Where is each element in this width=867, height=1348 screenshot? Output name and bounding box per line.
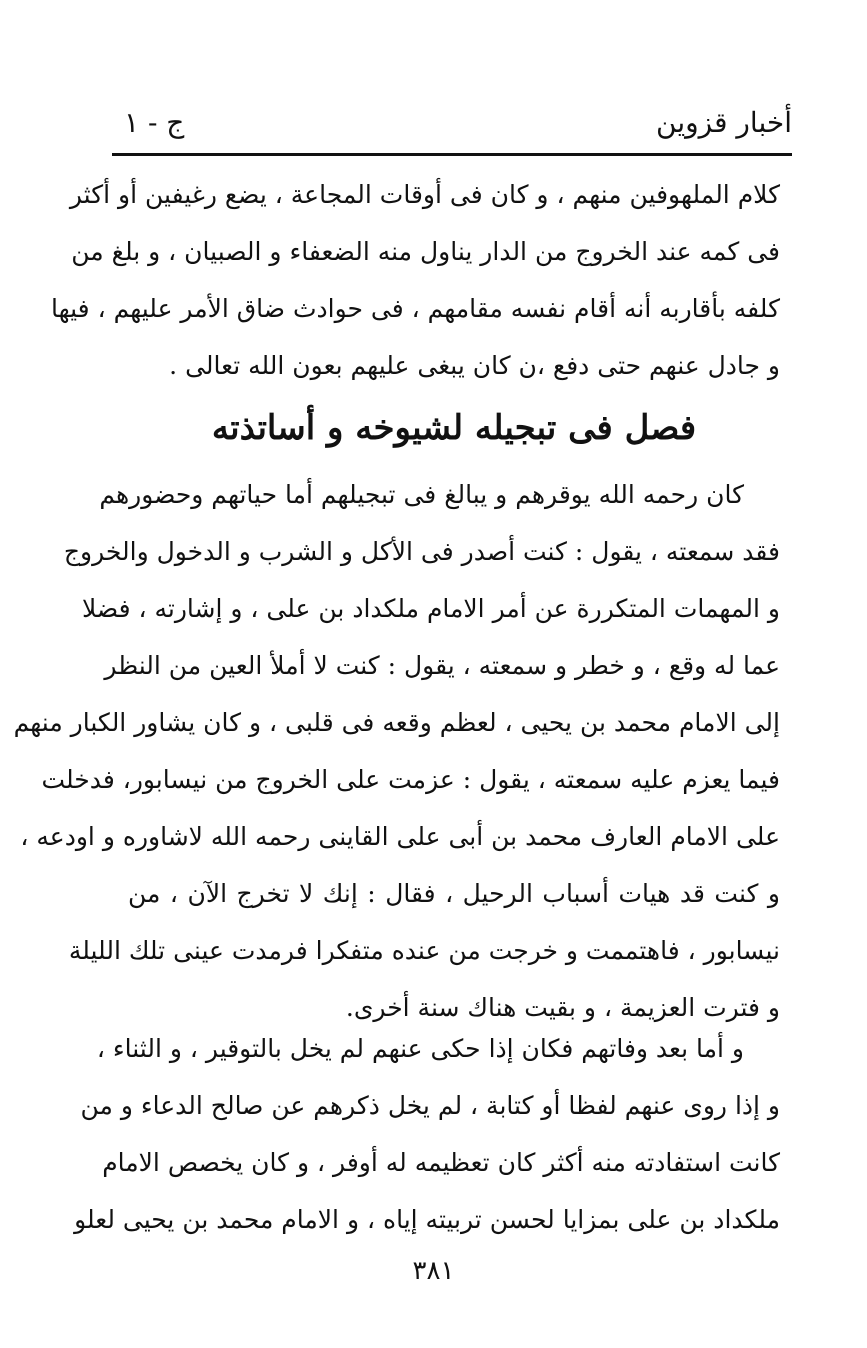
text-line: كان رحمه الله يوقرهم و يبالغ فى تبجيلهم أما حياتهم وحضورهم [99,480,744,509]
text-line: كلام الملهوفين منهم ، و كان فى أوقات المجاعة ، يضع رغيفين أو أكثر [69,180,780,209]
header-rule [112,153,792,156]
paragraph-after-death [74,1020,780,1248]
book-title: أخبار قزوين [656,106,792,139]
volume-indicator: ج - ١ [124,106,185,139]
text-line: و المهمات المتكررة عن أمر الامام ملكداد بن على ، و إشارته ، فضلا [81,594,780,623]
text-line: فيما يعزم عليه سمعته ، يقول : عزمت على الخروج من نيسابور، فدخلت [41,765,780,794]
text-line: إلى الامام محمد بن يحيى ، لعظم وقعه فى قلبى ، و كان يشاور الكبار منهم [13,708,780,737]
text-line: نيسابور ، فاهتممت و خرجت من عنده متفكرا فرمدت عينى تلك الليلة [68,936,780,965]
text-line: و إذا روى عنهم لفظا أو كتابة ، لم يخل ذكرهم عن صالح الدعاء و من [80,1091,780,1120]
text-line: و كنت قد هيات أسباب الرحيل ، فقال : إنك لا تخرج الآن ، من [128,879,780,908]
text-line: ملكداد بن على بمزايا لحسن تربيته إياه ، و الامام محمد بن يحيى لعلو [74,1205,780,1234]
page-number: ٣٨١ [412,1256,455,1286]
running-header [112,100,792,152]
text-line: كانت استفادته منه أكثر كان تعظيمه له أوفر ، و كان يخصص الامام [102,1148,780,1177]
paragraph-reverence [13,466,780,1036]
text-line: عما له وقع ، و خطر و سمعته ، يقول : كنت لا أملأ العين من النظر [104,651,780,680]
text-line: كلفه بأقاربه أنه أقام نفسه مقامهم ، فى حوادث ضاق الأمر عليهم ، فيها [50,294,780,323]
text-line: و فترت العزيمة ، و بقيت هناك سنة أخرى. [345,993,780,1022]
text-line: على الامام العارف محمد بن أبى على القاينى رحمه الله لاشاوره و اودعه ، [20,822,780,851]
text-line: و جادل عنهم حتى دفع ،ن كان يبغى عليهم بعون الله تعالى . [169,351,780,380]
text-line: و أما بعد وفاتهم فكان إذا حكى عنهم لم يخل بالتوقير ، و الثناء ، [96,1034,744,1063]
section-heading: فصل فى تبجيله لشيوخه و أساتذته [211,408,697,448]
paragraph-charity [50,166,780,394]
text-line: فى كمه عند الخروج من الدار يناول منه الضعفاء و الصبيان ، و بلغ من [71,237,780,266]
text-line: فقد سمعته ، يقول : كنت أصدر فى الأكل و الشرب و الدخول والخروج [63,537,780,566]
